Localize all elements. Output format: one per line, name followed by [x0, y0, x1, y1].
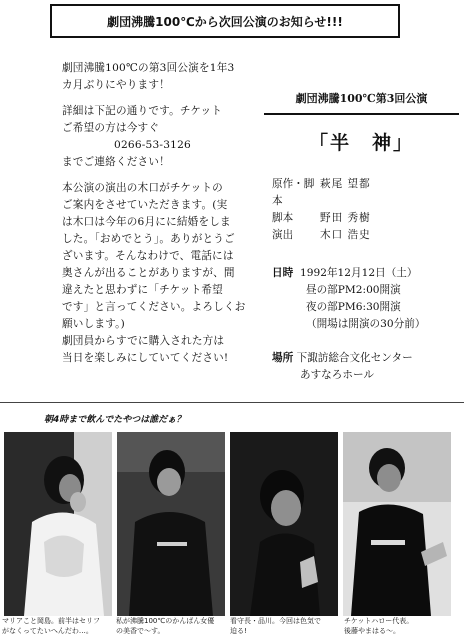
credit-row — [272, 210, 457, 227]
schedule-date: 1992年12月12日（土） — [300, 267, 418, 279]
schedule-line: 昼の部PM2:00開演 — [306, 284, 401, 296]
notice-line: 違えたと思わずに「チケット希望 — [62, 284, 223, 296]
credit-row — [272, 176, 457, 210]
credit-name: 萩尾 望都 — [320, 178, 371, 190]
notice-line: です」と言ってください。よろしくお — [62, 301, 246, 313]
credit-role: 演出 — [272, 229, 294, 241]
notice-line: 劇団員からすでに購入された方は — [62, 335, 225, 347]
photo-cast-1 — [4, 432, 112, 616]
notice-line: ざいます。そんなわけで、電話には — [62, 250, 234, 262]
credit-name: 木口 浩史 — [320, 229, 371, 241]
photo-caption-2: 私が沸騰100℃のかんばん女優 の美香で〜す。 — [116, 617, 215, 635]
photo-cast-3 — [230, 432, 338, 616]
notice-line: ご案内をさせていただきます。(実 — [62, 199, 228, 211]
notice-line: カ月ぶりにやります！ — [62, 79, 170, 91]
credits-list — [272, 176, 457, 244]
schedule-block — [272, 265, 457, 333]
notice-line: 願いします。) — [62, 318, 125, 330]
notice-line: 詳細は下記の通りです。チケット — [62, 105, 223, 117]
venue-line: 下諏訪総合文化センター — [296, 352, 413, 364]
notice-line: 奥さんが出ることがありますが、間 — [62, 267, 235, 279]
notice-line: ご希望の方は今すぐ — [62, 122, 160, 134]
performance-subtitle — [264, 83, 459, 115]
credit-role: 脚本 — [272, 212, 294, 224]
notice-text — [62, 60, 254, 367]
announcement-title: 劇団沸騰100℃から次回公演のお知らせ!!! — [107, 14, 343, 29]
photo-cast-4 — [343, 432, 451, 616]
credit-row — [272, 227, 457, 244]
schedule-line: （開場は開演の30分前） — [306, 318, 426, 330]
play-title: 「半 神」 — [308, 132, 414, 154]
notice-line: 本公演の演出の木口がチケットの — [62, 182, 223, 194]
photo-section-heading: 朝4時まで飲んでたやつは誰だぁ？ — [44, 415, 186, 425]
photo-caption-1: マリアこと岡島。前半はセリフ がなくってたいへんだわ…。 — [2, 617, 100, 635]
notice-line: した。「おめでとう」。ありがとうご — [62, 233, 235, 245]
venue-line: あすなろホール — [300, 369, 374, 381]
schedule-label: 日時 — [272, 267, 294, 279]
photo-cast-2 — [117, 432, 225, 616]
notice-line: までご連絡ください！ — [62, 156, 170, 168]
performance-subtitle-text: 劇団沸騰100℃第3回公演 — [295, 92, 428, 105]
announcement-header — [50, 4, 400, 38]
section-divider — [0, 402, 464, 403]
phone-number: 0266-53-3126 — [114, 139, 191, 151]
venue-label: 場所 — [272, 352, 294, 364]
schedule-line: 夜の部PM6:30開演 — [306, 301, 401, 313]
notice-line: 当日を楽しみにしていてください! — [62, 352, 229, 364]
credit-role: 原作・脚本 — [272, 178, 315, 207]
photo-caption-3: 看守長・品川。今回は色気で 迫る! — [230, 617, 321, 635]
notice-line: は木口は今年の6月にに結婚をしま — [62, 216, 231, 228]
photo-caption-4: チケットハロー代表。 後藤やまはる〜。 — [344, 617, 414, 635]
notice-line: 劇団沸騰100℃の第3回公演を1年3 — [62, 62, 235, 74]
credit-name: 野田 秀樹 — [320, 212, 371, 224]
venue-block — [272, 350, 457, 384]
